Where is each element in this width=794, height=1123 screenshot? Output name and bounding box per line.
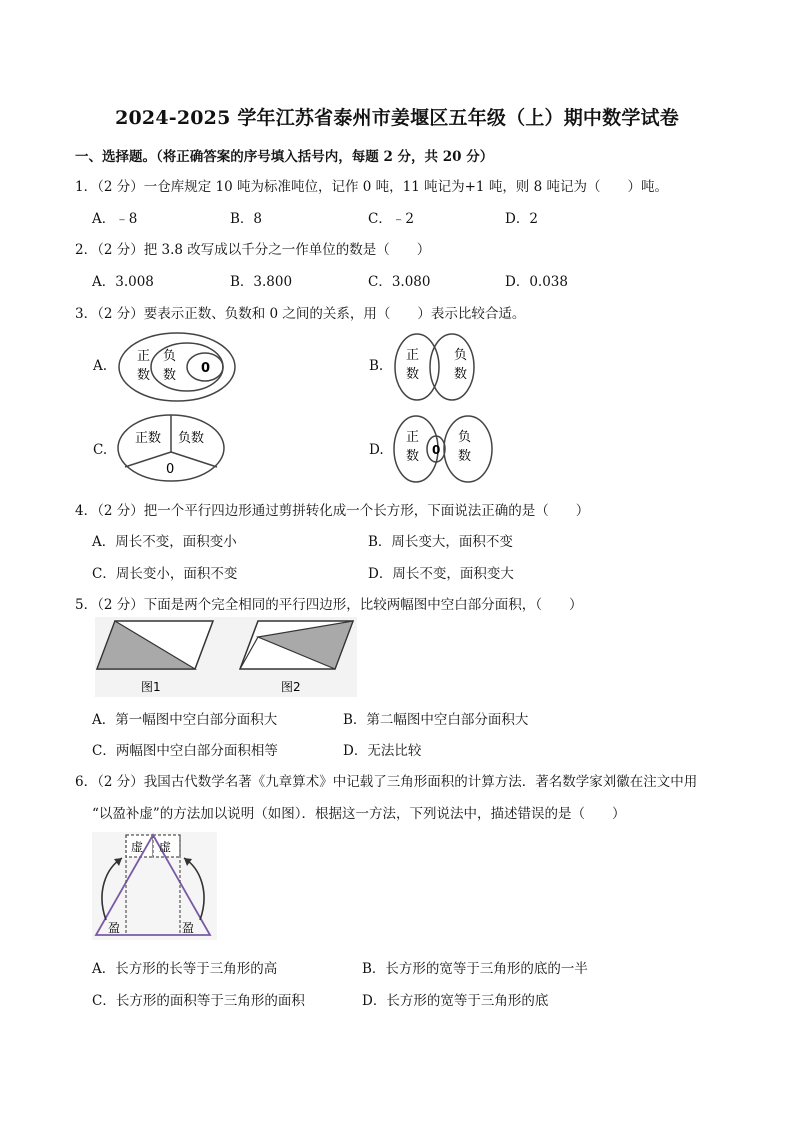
q3-diagram-b (390, 330, 480, 405)
label-xu-left: 虚 (131, 840, 144, 854)
q1-option-d: D．2 (505, 211, 538, 227)
label-shu: 数 (458, 449, 472, 464)
q3-option-d-letter: D. (369, 442, 384, 458)
label-fu: 负 (454, 348, 468, 363)
label-shu: 数 (137, 368, 151, 383)
fig2-label: 图2 (281, 680, 301, 694)
question-5-stem: 5．（2 分）下面是两个完全相同的平行四边形，比较两幅图中空白部分面积，（ ） (75, 597, 583, 613)
label-zero: 0 (166, 462, 175, 477)
question-6-stem-line2: “以盈补虚”的方法加以说明（如图）．根据这一方法，下列说法中，描述错误的是（ ） (92, 806, 626, 822)
q5-option-c: C．两幅图中空白部分面积相等 (92, 743, 278, 759)
q1-option-a: A．﹣8 (92, 211, 138, 227)
q5-option-d: D．无法比较 (343, 743, 422, 759)
q6-option-b: B．长方形的宽等于三角形的底的一半 (362, 961, 588, 977)
page-title: 2024-2025 学年江苏省泰州市姜堰区五年级（上）期中数学试卷 (115, 107, 679, 129)
q6-option-a: A．长方形的长等于三角形的高 (92, 961, 278, 977)
q3-option-b-letter: B. (369, 358, 384, 374)
fig1-label: 图1 (141, 680, 161, 694)
q2-option-d: D．0.038 (505, 274, 568, 290)
label-zero: 0 (201, 361, 211, 376)
q5-figures (95, 617, 357, 697)
q2-option-a: A．3.008 (92, 274, 154, 290)
label-shu: 数 (454, 367, 468, 382)
q6-figure (92, 832, 217, 940)
q4-option-d: D．周长不变，面积变大 (368, 566, 514, 582)
label-fushu: 负数 (178, 431, 205, 446)
question-3-stem: 3．（2 分）要表示正数、负数和 0 之间的关系，用（ ）表示比较合适。 (75, 306, 526, 322)
q3-diagram-d (392, 412, 497, 487)
q3-diagram-a (115, 330, 240, 405)
q6-option-c: C．长方形的面积等于三角形的面积 (92, 993, 305, 1009)
q1-option-c: C．﹣2 (368, 211, 414, 227)
label-zero: 0 (432, 443, 441, 457)
q3-option-c-letter: C. (93, 442, 108, 458)
q4-option-c: C．周长变小，面积不变 (92, 566, 238, 582)
label-shu: 数 (406, 449, 420, 464)
label-ying-left: 盈 (108, 921, 121, 935)
q6-option-d: D．长方形的宽等于三角形的底 (362, 993, 549, 1009)
label-ying-right: 盈 (182, 921, 195, 935)
q1-option-b: B．8 (230, 211, 263, 227)
question-2-stem: 2．（2 分）把 3.8 改写成以千分之一作单位的数是（ ） (75, 242, 431, 258)
label-shu: 数 (406, 367, 420, 382)
label-zheng: 正 (406, 430, 420, 445)
label-fu: 负 (163, 349, 177, 364)
question-1-stem: 1．（2 分）一仓库规定 10 吨为标准吨位，记作 0 吨，11 吨记为+1 吨，则 8 吨记为（ ）吨。 (75, 179, 668, 195)
question-4-stem: 4．（2 分）把一个平行四边形通过剪拼转化成一个长方形，下面说法正确的是（ ） (75, 503, 590, 519)
label-shu: 数 (163, 368, 177, 383)
q2-option-b: B．3.800 (230, 274, 293, 290)
q3-option-a-letter: A. (93, 358, 108, 374)
section-heading: 一、选择题。（将正确答案的序号填入括号内，每题 2 分，共 20 分） (75, 149, 494, 165)
label-xu-right: 虚 (159, 840, 172, 854)
label-zheng: 正 (406, 348, 420, 363)
q4-option-b: B．周长变大，面积不变 (368, 534, 513, 550)
q2-option-c: C．3.080 (368, 274, 431, 290)
q5-option-b: B．第二幅图中空白部分面积大 (343, 712, 529, 728)
question-6-stem-line1: 6．（2 分）我国古代数学名著《九章算术》中记载了三角形面积的计算方法．著名数学家刘徽在注文中用 (75, 774, 698, 790)
label-zhengshu: 正数 (135, 431, 162, 446)
label-zheng: 正 (137, 349, 151, 364)
q4-option-a: A．周长不变，面积变小 (92, 534, 237, 550)
q5-option-a: A．第一幅图中空白部分面积大 (92, 712, 278, 728)
q3-diagram-c (115, 412, 227, 484)
label-fu: 负 (458, 430, 472, 445)
